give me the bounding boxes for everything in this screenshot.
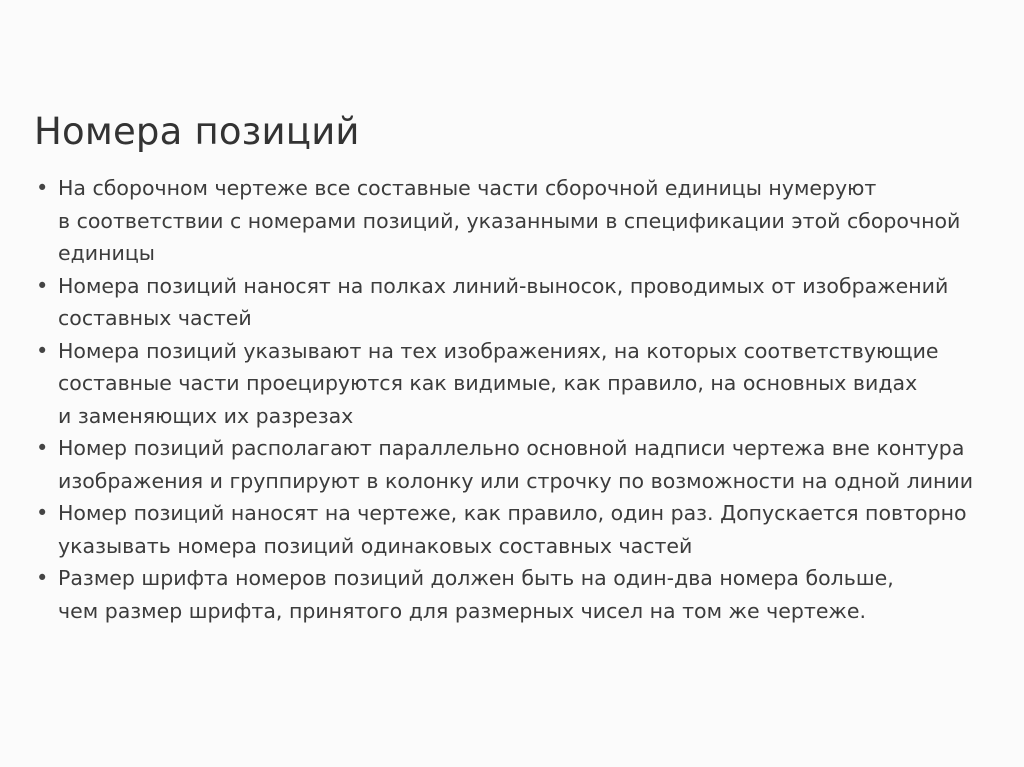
bullet-item <box>36 562 996 627</box>
bullet-line: Номера позиций наносят на полках линий-выносок, проводимых от изображений <box>58 273 949 298</box>
bullet-item <box>36 497 996 562</box>
bullet-line: составных частей <box>58 306 252 330</box>
bullet-line: На сборочном чертеже все составные части сборочной единицы нумеруют <box>58 176 877 200</box>
bullet-item <box>36 270 996 335</box>
bullet-icon: • <box>36 566 49 590</box>
bullet-line: изображения и группируют в колонку или строчку по возможности на одной линии <box>58 468 974 493</box>
bullet-icon: • <box>36 436 49 460</box>
bullet-line: Номер позиций располагают параллельно основной надписи чертежа вне контура <box>58 436 965 460</box>
bullet-text <box>58 172 996 270</box>
bullet-text <box>58 335 996 433</box>
bullet-line: в соответствии с номерами позиций, указанными в спецификации этой сборочной <box>58 208 961 233</box>
bullet-item <box>36 172 996 270</box>
bullet-line: Номера позиций указывают на тех изображениях, на которых соответствующие <box>58 338 939 363</box>
bullet-icon: • <box>36 338 49 363</box>
bullet-icon: • <box>36 273 49 298</box>
bullet-line: указывать номера позиций одинаковых составных частей <box>58 533 693 558</box>
bullet-line: и заменяющих их разрезах <box>58 403 354 428</box>
slide-title: Номера позиций <box>34 110 360 153</box>
bullet-line: единицы <box>58 241 155 265</box>
bullet-line: чем размер шрифта, принятого для размерных чисел на том же чертеже. <box>58 598 867 623</box>
bullet-list <box>36 172 996 627</box>
bullet-item <box>36 335 996 433</box>
bullet-icon: • <box>36 501 49 525</box>
bullet-line: Номер позиций наносят на чертеже, как правило, один раз. Допускается повторно <box>58 501 967 525</box>
bullet-line: составные части проецируются как видимые, как правило, на основных видах <box>58 371 918 395</box>
bullet-text <box>58 270 996 335</box>
bullet-text <box>58 432 996 497</box>
bullet-item <box>36 432 996 497</box>
bullet-icon: • <box>36 176 49 200</box>
bullet-text <box>58 497 996 562</box>
bullet-text <box>58 562 996 627</box>
bullet-line: Размер шрифта номеров позиций должен быть на один-два номера больше, <box>58 566 894 590</box>
